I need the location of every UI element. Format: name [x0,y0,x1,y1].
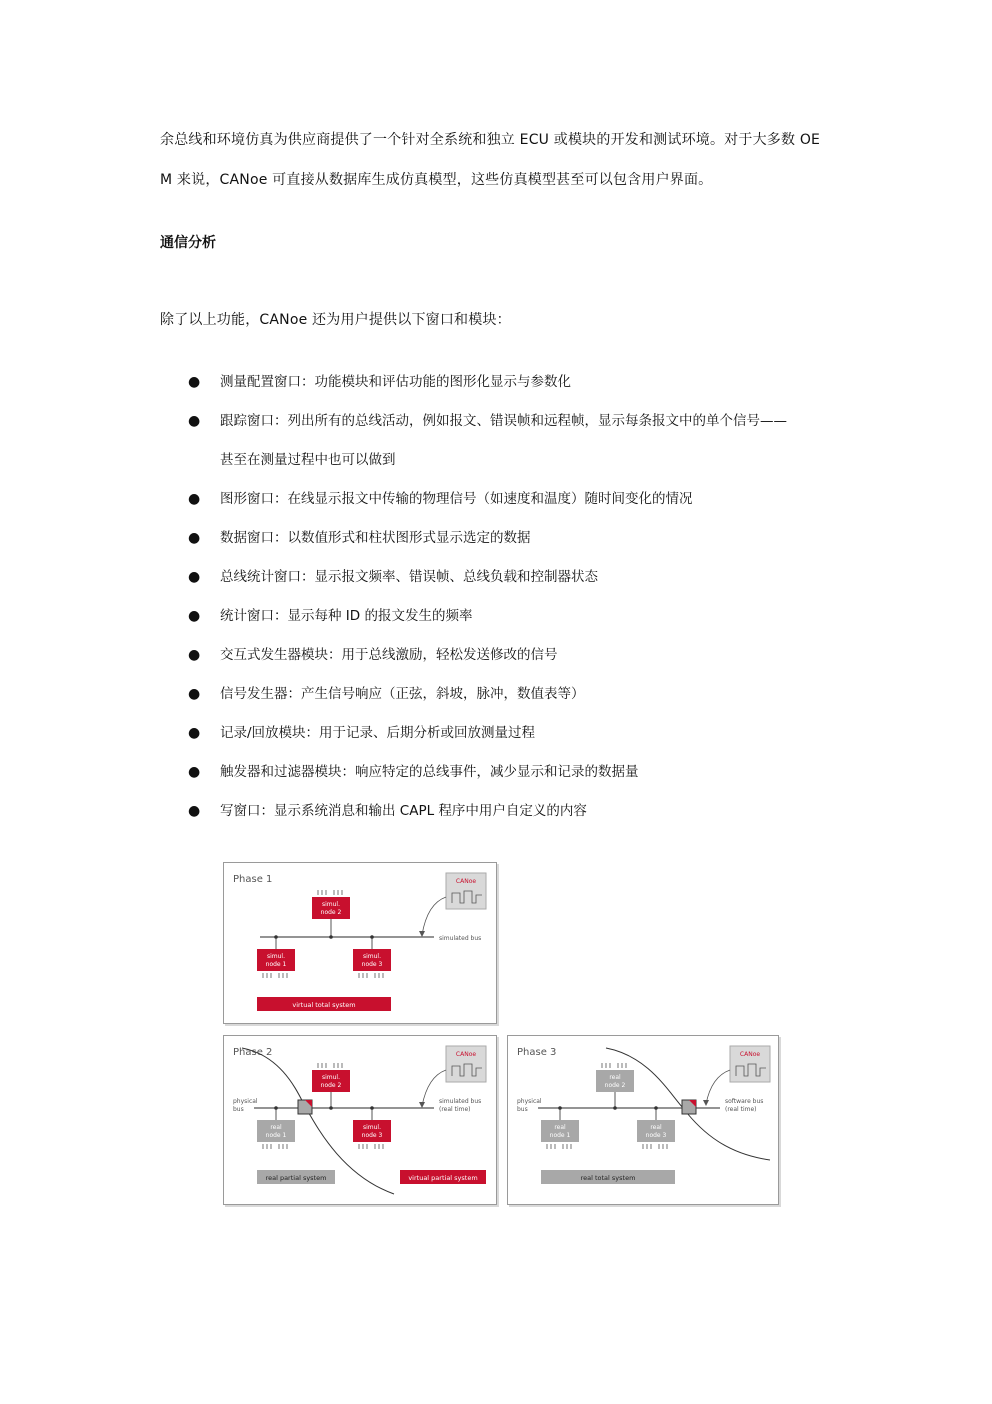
svg-text:node 2: node 2 [320,909,342,916]
svg-text:simulated bus: simulated bus [439,1098,482,1105]
node-1 [257,935,295,978]
svg-text:simul.: simul. [266,953,286,960]
phase3-svg [508,1036,778,1204]
list-item-text: 数据窗口：以数值形式和柱状图形式显示选定的数据 [220,530,531,546]
canoe-label: CANoe [739,1051,761,1058]
bullet-icon: ● [188,686,201,702]
list-item-text: 信号发生器：产生信号响应（正弦，斜坡，脉冲，数值表等） [220,686,585,702]
phase2-diagram [223,1035,497,1205]
list-item-text: 记录/回放模块：用于记录、后期分析或回放测量过程 [220,725,536,741]
canoe-monitor-icon [446,1046,486,1082]
node-3 [353,935,391,978]
phase3-diagram [507,1035,779,1205]
phase-title: Phase 2 [233,1047,273,1058]
list-item-text: 触发器和过滤器模块：响应特定的总线事件，减少显示和记录的数据量 [220,764,639,780]
svg-text:real: real [554,1124,566,1131]
intro-line-2: M 来说，CANoe 可直接从数据库生成仿真模型，这些仿真模型甚至可以包含用户界面。 [160,172,713,188]
phase-title: Phase 1 [233,874,273,885]
bullet-icon: ● [188,647,201,663]
bus-label: simulated bus [439,935,482,942]
svg-text:simul.: simul. [321,901,341,908]
node-3 [353,1106,391,1149]
bullet-icon: ● [188,608,201,624]
bullet-icon: ● [188,374,201,390]
svg-text:software bus: software bus [725,1098,764,1105]
node-2 [312,1063,350,1110]
svg-text:simul.: simul. [321,1074,341,1081]
svg-text:node 2: node 2 [604,1082,626,1089]
node-2 [312,890,350,939]
system-right-label: virtual partial system [408,1174,478,1182]
system-label: real total system [580,1174,636,1182]
svg-text:physical: physical [517,1098,542,1105]
canoe-label: CANoe [455,1051,477,1058]
system-left-label: real partial system [265,1174,327,1182]
svg-text:node 3: node 3 [361,961,383,968]
svg-text:real: real [609,1074,621,1081]
svg-text:node 3: node 3 [361,1132,383,1139]
svg-text:real: real [650,1124,662,1131]
canoe-label: CANoe [455,878,477,885]
section-heading: 通信分析 [160,235,216,251]
node-3 [637,1106,675,1149]
list-item-text: 测量配置窗口：功能模块和评估功能的图形化显示与参数化 [220,374,571,390]
bullet-icon: ● [188,764,201,780]
list-item-text: 统计窗口：显示每种 ID 的报文发生的频率 [220,608,473,624]
svg-text:bus: bus [233,1106,244,1113]
canoe-monitor-icon [730,1046,770,1082]
intro-line-1: 余总线和环境仿真为供应商提供了一个针对全系统和独立 ECU 或模块的开发和测试环境。对于大多数 OE [160,132,821,148]
bullet-icon: ● [188,725,201,741]
bullet-icon: ● [188,569,201,585]
node-1 [257,1106,295,1149]
list-item-text: 交互式发生器模块：用于总线激励，轻松发送修改的信号 [220,647,558,663]
list-item-text: 图形窗口：在线显示报文中传输的物理信号（如速度和温度）随时间变化的情况 [220,491,693,507]
svg-text:node 1: node 1 [265,1132,287,1139]
svg-text:(real time): (real time) [725,1106,757,1113]
bullet-icon: ● [188,530,201,546]
svg-text:real: real [270,1124,282,1131]
lead-text: 除了以上功能，CANoe 还为用户提供以下窗口和模块： [160,312,511,328]
phase-title: Phase 3 [517,1047,557,1058]
bullet-icon: ● [188,491,201,507]
svg-text:node 2: node 2 [320,1082,342,1089]
bullet-icon: ● [188,803,201,819]
svg-text:node 1: node 1 [265,961,287,968]
list-item-text: 写窗口：显示系统消息和输出 CAPL 程序中用户自定义的内容 [220,803,587,819]
svg-text:node 3: node 3 [645,1132,667,1139]
canoe-monitor-icon [446,873,486,909]
phase1-diagram [223,862,497,1024]
bullet-icon: ● [188,413,201,429]
svg-text:bus: bus [517,1106,528,1113]
node-2 [596,1063,634,1110]
phase2-svg [224,1036,496,1204]
system-label: virtual total system [292,1001,356,1009]
svg-text:simul.: simul. [362,953,382,960]
phase1-svg [224,863,496,1023]
list-item-text: 跟踪窗口：列出所有的总线活动，例如报文、错误帧和远程帧，显示每条报文中的单个信号—— [220,413,787,429]
svg-text:(real time): (real time) [439,1106,471,1113]
svg-text:node 1: node 1 [549,1132,571,1139]
list-item-text: 总线统计窗口：显示报文频率、错误帧、总线负载和控制器状态 [220,569,598,585]
list-item-text: 甚至在测量过程中也可以做到 [220,452,396,468]
svg-text:physical: physical [233,1098,258,1105]
node-1 [541,1106,579,1149]
svg-text:simul.: simul. [362,1124,382,1131]
